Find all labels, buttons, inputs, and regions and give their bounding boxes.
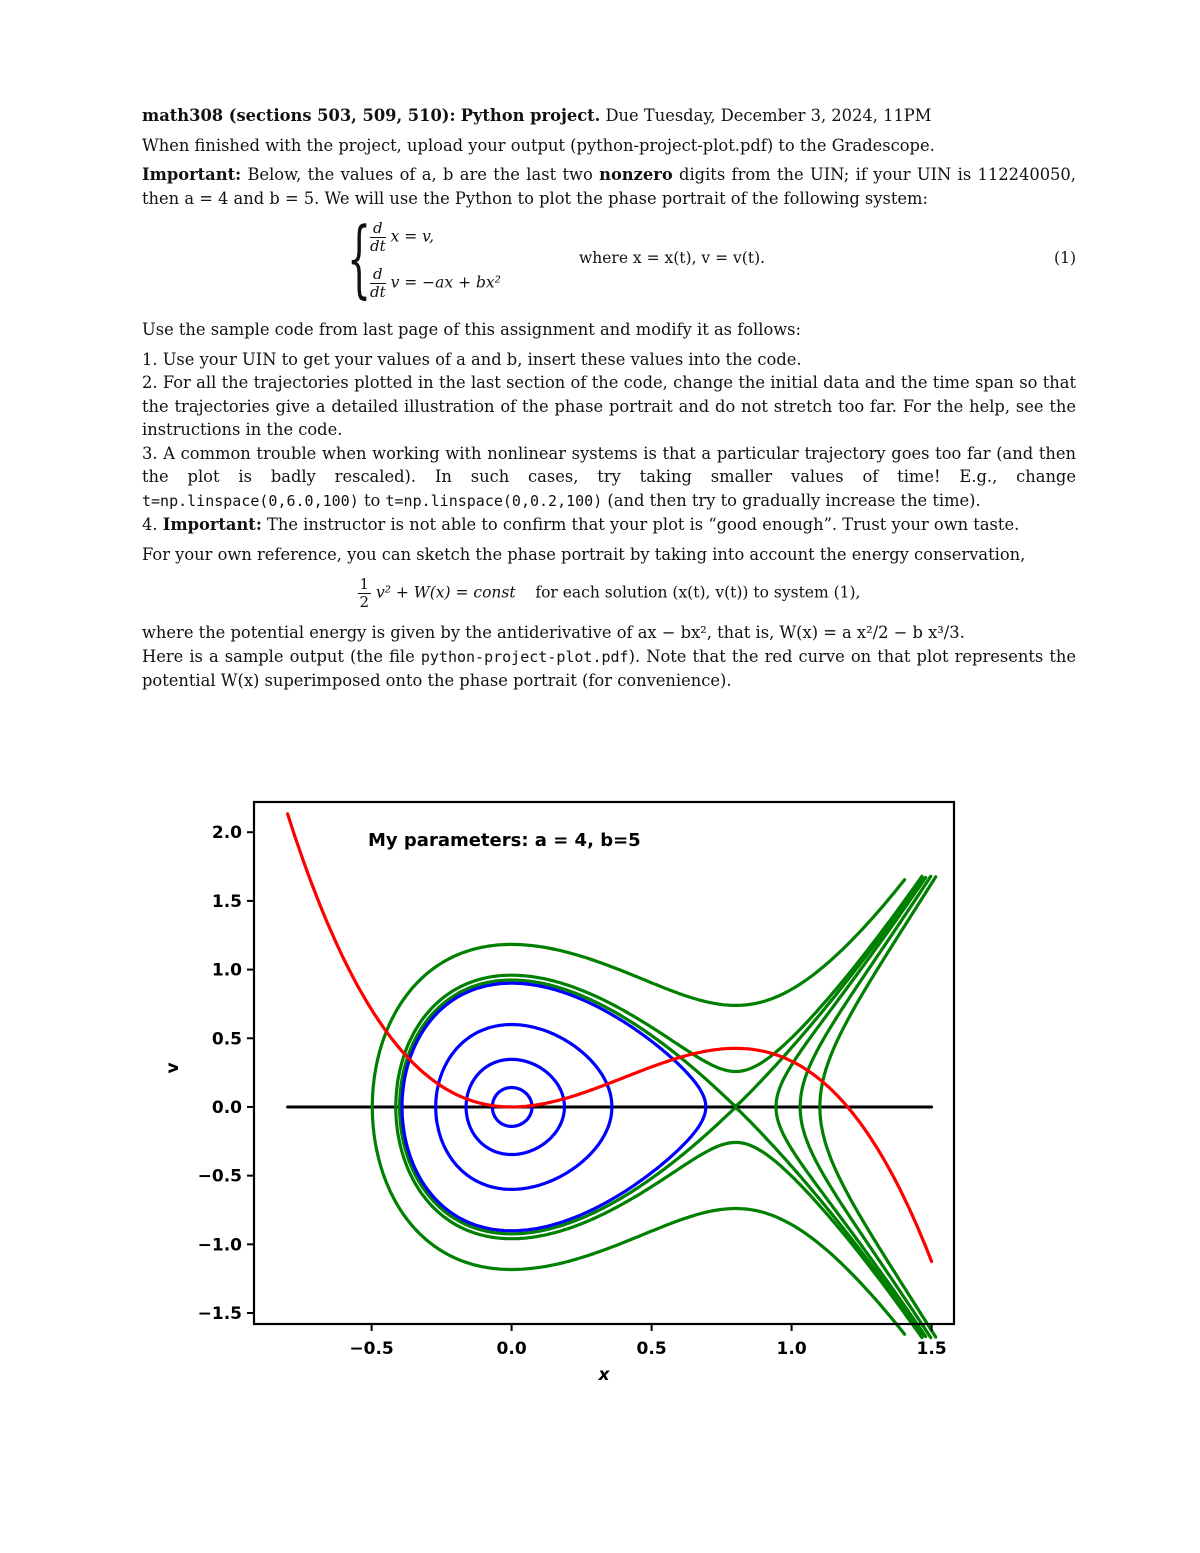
system-equation	[142, 209, 1076, 310]
code-snippet-1: t=np.linspace(0,6.0,100)	[142, 491, 359, 510]
sample-output-paragraph: Here is a sample output (the file python-project-plot.pdf). Note that the red curve on that plot represents the potential W(x) superimposed onto the phase portrait (for convenience).	[142, 646, 1076, 690]
x-tick-label: 1.0	[776, 1339, 807, 1359]
x-tick-label: −0.5	[349, 1339, 394, 1359]
nonzero-word: nonzero	[599, 165, 673, 184]
y-tick-label: −0.5	[197, 1166, 242, 1187]
project-title: Python project.	[460, 106, 601, 125]
important-paragraph	[142, 163, 1076, 210]
system-eq2: $\frac{d}{dt}$ v = −ax + bx²	[370, 265, 501, 301]
y-tick-label: 0.5	[211, 1029, 242, 1050]
plot-title: My parameters: a = 4, b=5	[368, 830, 641, 851]
course-title: math308 (sections 503, 509, 510):	[142, 106, 456, 125]
code-snippet-2: t=np.linspace(0,0.2,100)	[385, 491, 603, 510]
phase-portrait-plot	[160, 790, 980, 1400]
plot-curves	[288, 814, 936, 1338]
left-brace: {	[347, 209, 372, 307]
document-page	[142, 104, 1076, 699]
due-date: Due Tuesday, December 3, 2024, 11PM	[605, 106, 932, 125]
y-tick-label: 1.0	[211, 960, 242, 981]
important-text-b: digits from the UIN; if your UIN is 112240050, then a = 4 and b = 5. We will use the Python to plot the phase portrait of the following system:	[142, 165, 1076, 208]
y-tick-label: −1.5	[197, 1304, 242, 1325]
step-3: 3. A common trouble when working with nonlinear systems is that a particular trajectory goes too far (and then the plot is badly rescaled). In such cases, try taking smaller values of time! E.g., change t=np.linspace(0,6.0,100) to t=np.linspace(0,0.2,100) (and then try to gradually increase the time).	[142, 443, 1076, 510]
y-tick-label: 2.0	[211, 823, 242, 844]
use-sample-paragraph: Use the sample code from last page of this assignment and modify it as follows:	[142, 320, 802, 339]
y-tick-label: −1.0	[197, 1235, 242, 1256]
sample-file-name: python-project-plot.pdf	[420, 647, 629, 666]
header-line	[142, 104, 1076, 128]
x-axis-label: x	[598, 1365, 610, 1385]
equation-number: (1)	[1054, 249, 1076, 267]
y-tick-label: 1.5	[211, 891, 242, 912]
plot-frame	[254, 802, 954, 1324]
system-where: where x = x(t), v = v(t).	[579, 249, 766, 267]
important-label: Important:	[142, 165, 242, 184]
y-axis-label: v	[163, 1062, 183, 1074]
step-1: 1. Use your UIN to get your values of a and b, insert these values into the code.	[142, 349, 802, 369]
step-4: 4. Important: The instructor is not able to confirm that your plot is “good enough”. Trust your own taste.	[142, 515, 1020, 534]
x-tick-label: 0.0	[496, 1339, 527, 1359]
phase-portrait-figure	[160, 790, 980, 1400]
energy-equation: $\frac{1}{2}$ v² + W(x) = const for each solution (x(t), v(t)) to system (1),	[359, 575, 861, 611]
potential-paragraph: where the potential energy is given by the antiderivative of ax − bx², that is, W(x) = a x²/2 − b x³/3.	[142, 623, 965, 642]
x-tick-label: 0.5	[636, 1339, 667, 1359]
intro-paragraph: When finished with the project, upload your output (python-project-plot.pdf) to the Gradescope.	[142, 135, 935, 155]
important-text-a: Below, the values of a, b are the last two	[247, 165, 593, 184]
energy-intro: For your own reference, you can sketch the phase portrait by taking into account the energy conservation,	[142, 544, 1026, 564]
y-tick-label: 0.0	[211, 1097, 242, 1118]
system-eq1: $\frac{d}{dt}$ x = v,	[370, 219, 435, 255]
x-tick-label: 1.5	[916, 1339, 947, 1359]
step-2: 2. For all the trajectories plotted in the last section of the code, change the initial data and the time span so that the trajectories give a detailed illustration of the phase portrait and do not stretch too far. For the help, see the instructions in the code.	[142, 373, 1076, 439]
